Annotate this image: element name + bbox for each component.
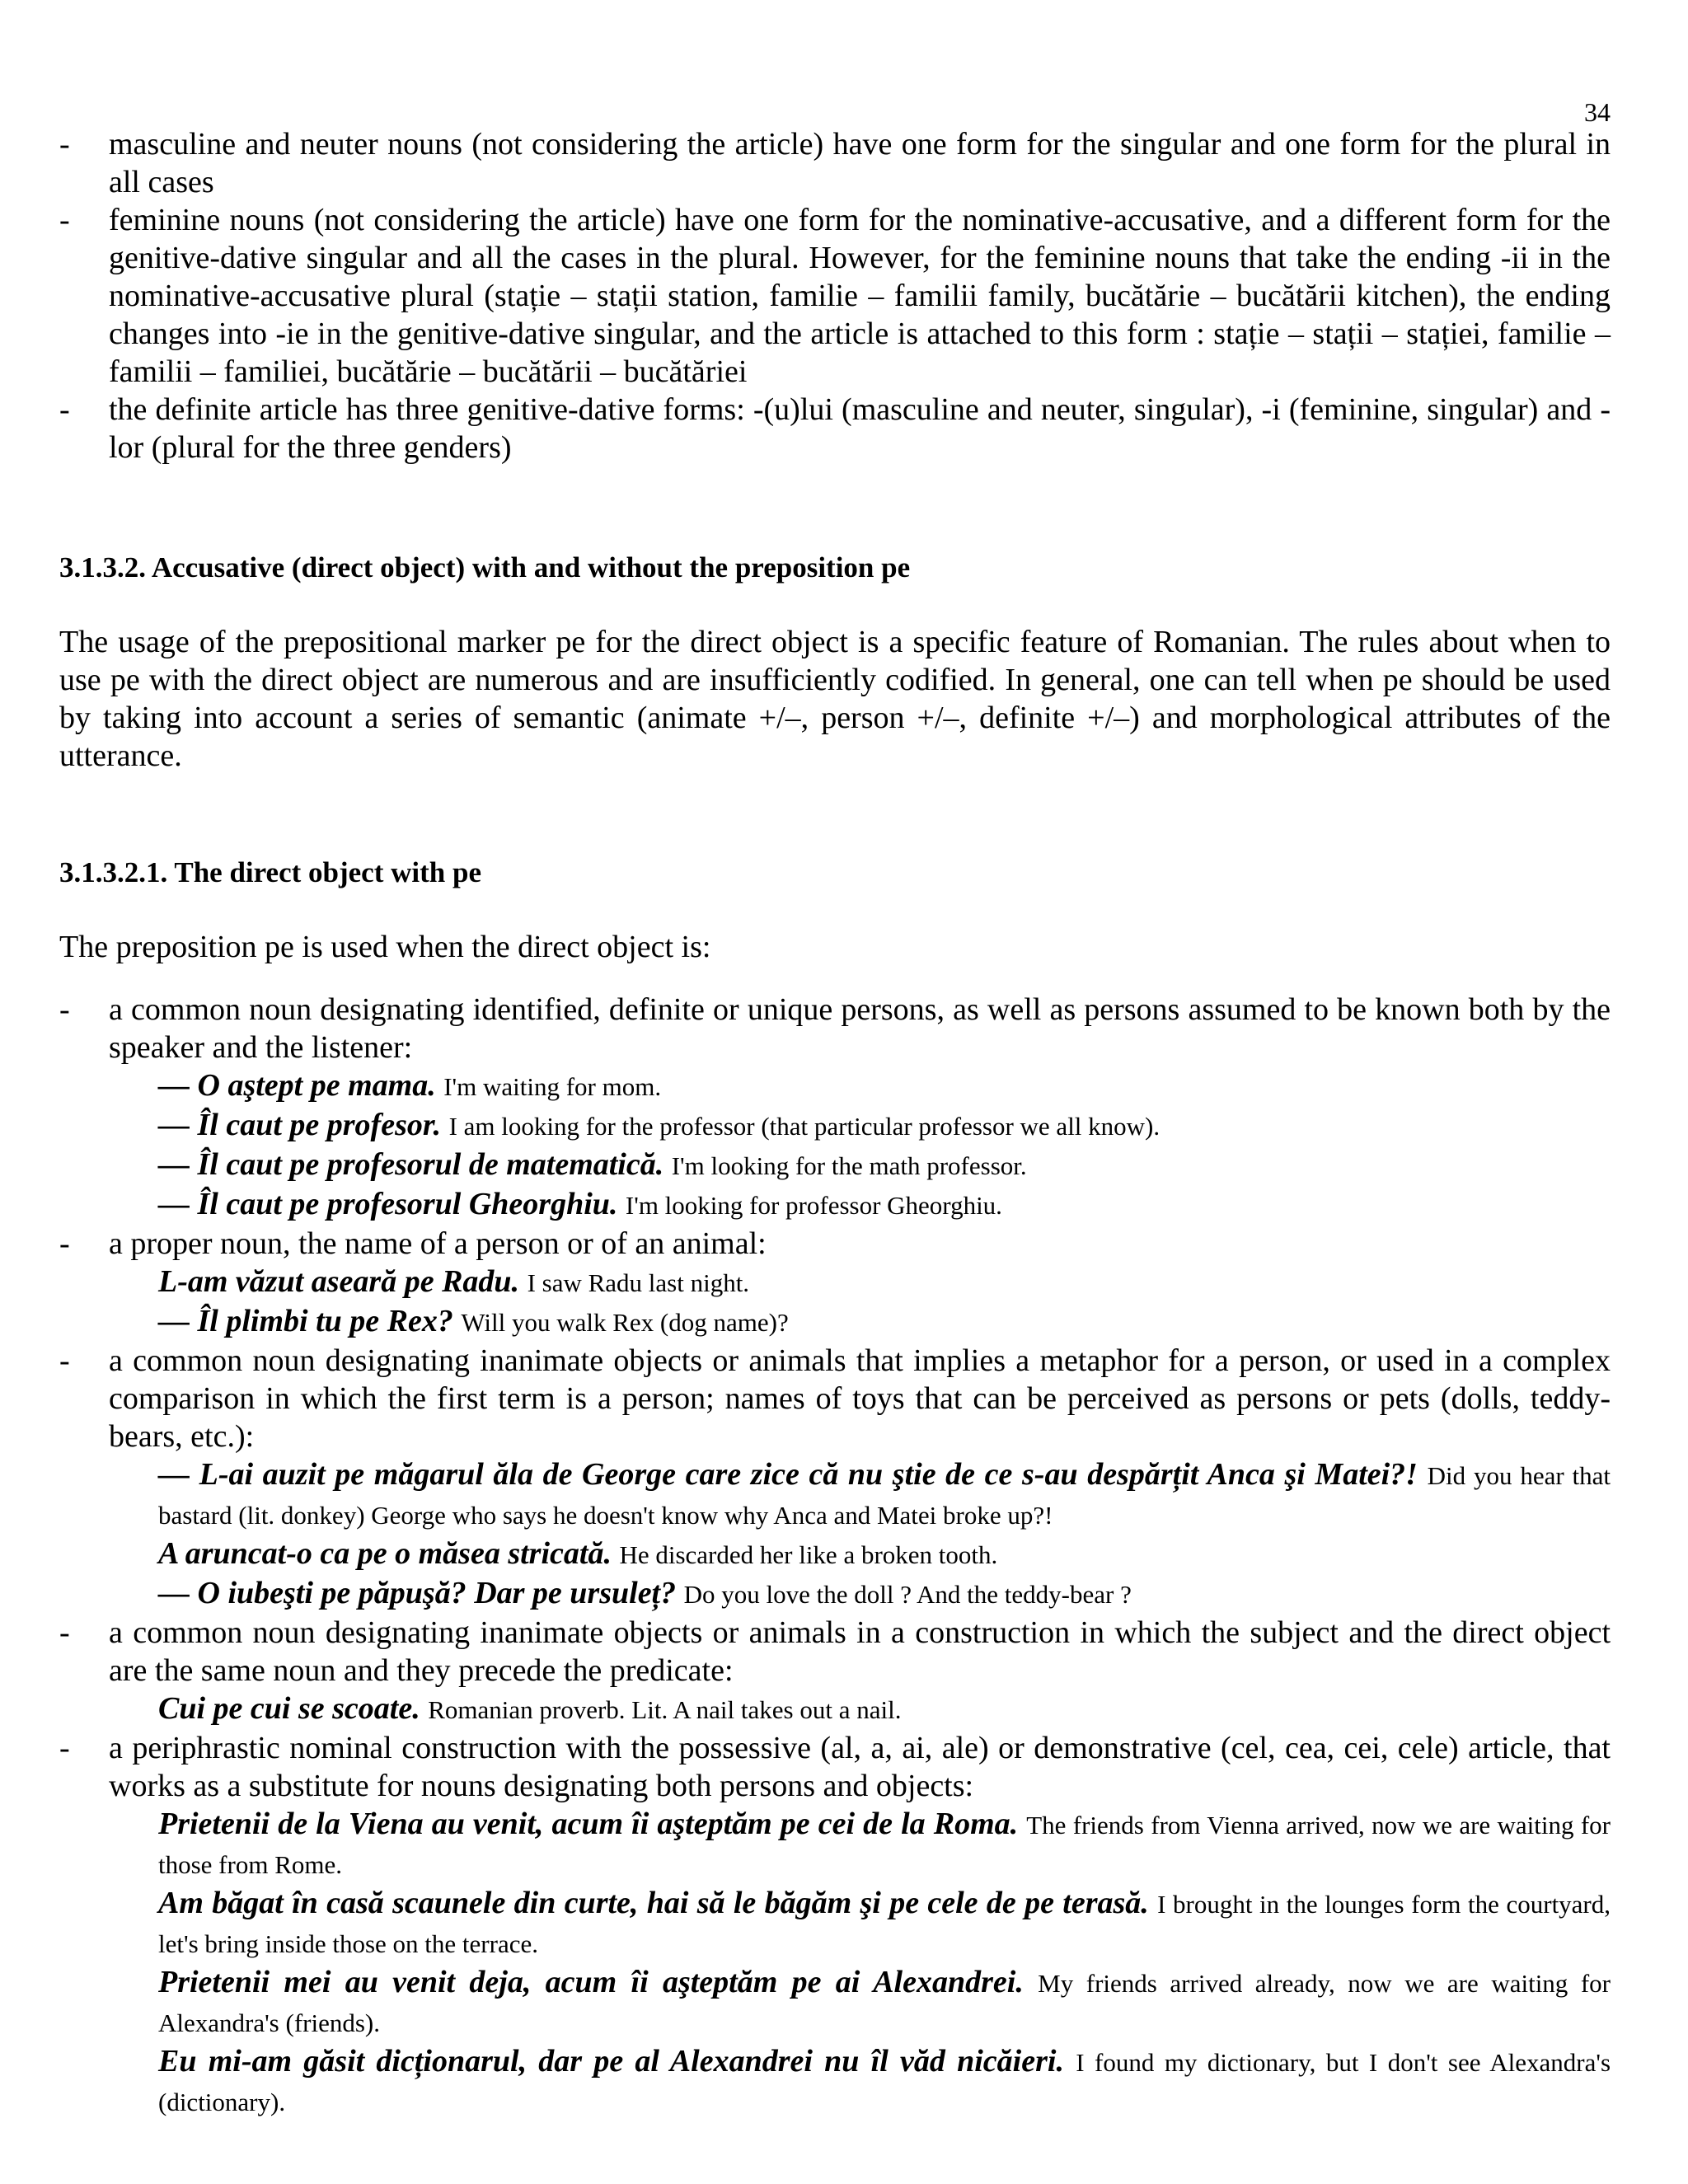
rule-text: a proper noun, the name of a person or of an animal:	[109, 1226, 767, 1261]
intro-bullet: - the definite article has three genitive-dative forms: -(u)lui (masculine and neuter, singular), -i (feminine, singular) and -lor (plural for the three genders)	[59, 392, 1611, 465]
example	[158, 1455, 1611, 1535]
example-english: The friends from Vienna arrived, now we are waiting for those from Rome.	[158, 1811, 1611, 1879]
intro-bullet: - feminine nouns (not considering the article) have one form for the nominative-accusative, and a different form for the genitive-dative singular and all the cases in the plural. However, for the feminine nouns that take the ending -ii in the nominative-accusative plural (stație – stații station, familie – familii family, bucătărie – bucătării kitchen), the ending changes into -ie in the genitive-dative singular, and the article is attached to this form : stație – stații – stației, familie – familii – familiei, bucătărie – bucătării – bucătăriei	[59, 203, 1611, 389]
intro-paragraph: The preposition pe is used when the direct object is:	[59, 930, 711, 964]
example-english: Romanian proverb. Lit. A nail takes out a nail.	[428, 1695, 902, 1724]
example-romanian: — Îl plimbi tu pe Rex?	[158, 1304, 453, 1338]
example	[158, 1106, 1611, 1146]
example	[158, 2042, 1611, 2121]
example	[158, 1805, 1611, 1884]
intro-bullet-text: feminine nouns (not considering the article) have one form for the nominative-accusative, and a different form for the genitive-dative singular and all the cases in the plural. However, for the feminine nouns that take the ending -ii in the nominative-accusative plural (stație – stații station, familie – familii family, bucătărie – bucătării kitchen), the ending changes into -ie in the genitive-dative singular, and the article is attached to this form : stație – stații – stației, familie – familii – familiei, bucătărie – bucătării – bucătăriei	[109, 203, 1611, 389]
example-english: He discarded her like a broken tooth.	[619, 1540, 998, 1569]
example	[158, 1690, 1611, 1729]
example	[158, 1535, 1611, 1574]
example-romanian: L-am văzut aseară pe Radu.	[158, 1264, 520, 1299]
example-romanian: — Îl caut pe profesorul Gheorghiu.	[158, 1187, 618, 1221]
example-english: Will you walk Rex (dog name)?	[461, 1308, 789, 1337]
rule-item: - a common noun designating inanimate objects or animals that implies a metaphor for a person, or used in a complex comparison in which the first term is a person; names of toys that can be perceived as persons or pets (dolls, teddy-bears, etc.):	[59, 1343, 1611, 1454]
example	[158, 1146, 1611, 1185]
page-number: 34	[1584, 97, 1611, 127]
example-romanian: Prietenii de la Viena au venit, acum îi aşteptăm pe cei de la Roma.	[158, 1807, 1019, 1841]
example-english: I'm waiting for mom.	[443, 1072, 662, 1101]
example-romanian: Cui pe cui se scoate.	[158, 1691, 420, 1726]
rule-text: a common noun designating identified, definite or unique persons, as well as persons assumed to be known both by the speaker and the listener:	[109, 992, 1611, 1065]
example	[158, 1574, 1611, 1614]
intro-bullet: - masculine and neuter nouns (not considering the article) have one form for the singular and one form for the plural in all cases	[59, 127, 1611, 199]
example-romanian: — O iubeşti pe păpuşă? Dar pe ursuleț?	[158, 1576, 677, 1610]
example-english: I found my dictionary, but I don't see Alexandra's (dictionary).	[158, 2048, 1611, 2116]
rule-item: - a common noun designating inanimate objects or animals in a construction in which the subject and the direct object are the same noun and they precede the predicate:	[59, 1615, 1611, 1688]
example-english: Do you love the doll ? And the teddy-bear ?	[683, 1580, 1132, 1609]
rule-item: - a periphrastic nominal construction with the possessive (al, a, ai, ale) or demonstrative (cel, cea, cei, cele) article, that works as a substitute for nouns designating both persons and objects:	[59, 1731, 1611, 1803]
example-english: I'm looking for professor Gheorghiu.	[625, 1191, 1002, 1220]
example	[158, 1066, 1611, 1106]
example-english: Did you hear that bastard (lit. donkey) George who says he doesn't know why Anca and Matei broke up?!	[158, 1461, 1611, 1530]
example	[158, 1185, 1611, 1225]
example-english: My friends arrived already, now we are waiting for Alexandra's (friends).	[158, 1969, 1611, 2037]
example-romanian: Am băgat în casă scaunele din curte, hai să le băgăm şi pe cele de pe terasă.	[158, 1886, 1149, 1920]
example-romanian: Prietenii mei au venit deja, acum îi aşteptăm pe ai Alexandrei.	[158, 1965, 1024, 1999]
intro-bullet-text: the definite article has three genitive-dative forms: -(u)lui (masculine and neuter, singular), -i (feminine, singular) and -lor (plural for the three genders)	[109, 392, 1611, 465]
example	[158, 1884, 1611, 1963]
rule-text: a common noun designating inanimate objects or animals in a construction in which the subject and the direct object are the same noun and they precede the predicate:	[109, 1615, 1611, 1688]
example-romanian: A aruncat-o ca pe o măsea stricată.	[158, 1536, 612, 1571]
rule-item: - a common noun designating identified, definite or unique persons, as well as persons assumed to be known both by the speaker and the listener:	[59, 992, 1611, 1065]
example-romanian: — Îl caut pe profesorul de matematică.	[158, 1147, 664, 1182]
example-english: I brought in the lounges form the courtyard, let's bring inside those on the terrace.	[158, 1890, 1611, 1958]
example-english: I'm looking for the math professor.	[671, 1151, 1027, 1180]
example-romanian: — Îl caut pe profesor.	[158, 1108, 442, 1142]
example	[158, 1302, 1611, 1342]
example-english: I am looking for the professor (that particular professor we all know).	[448, 1112, 1160, 1141]
example-romanian: — L-ai auzit pe măgarul ăla de George care zice că nu ştie de ce s-au despărțit Anca şi Matei?!	[158, 1457, 1418, 1492]
example	[158, 1963, 1611, 2042]
section-heading: 3.1.3.2. Accusative (direct object) with and without the preposition pe	[59, 551, 911, 583]
rule-text: a common noun designating inanimate objects or animals that implies a metaphor for a person, or used in a complex comparison in which the first term is a person; names of toys that can be perceived as persons or pets (dolls, teddy-bears, etc.):	[109, 1343, 1611, 1454]
example	[158, 1263, 1611, 1302]
intro-bullet-text: masculine and neuter nouns (not considering the article) have one form for the singular and one form for the plural in all cases	[109, 127, 1611, 199]
rule-item: - a proper noun, the name of a person or of an animal:	[59, 1225, 1611, 1263]
example-romanian: Eu mi-am găsit dicționarul, dar pe al Alexandrei nu îl văd nicăieri.	[158, 2044, 1064, 2079]
example-romanian: — O aştept pe mama.	[158, 1068, 436, 1103]
example-english: I saw Radu last night.	[527, 1268, 750, 1297]
subsection-heading: 3.1.3.2.1. The direct object with pe	[59, 856, 481, 888]
section-paragraph: The usage of the prepositional marker pe for the direct object is a specific feature of Romanian. The rules about when to use pe with the direct object are numerous and are insufficiently codified. In general, one can tell when pe should be used by taking into account a series of semantic (animate +/–, person +/–, definite +/–) and morphological attributes of the utterance.	[59, 625, 1611, 773]
document-body	[59, 125, 1611, 2121]
rule-text: a periphrastic nominal construction with the possessive (al, a, ai, ale) or demonstrative (cel, cea, cei, cele) article, that works as a substitute for nouns designating both persons and objects:	[109, 1731, 1611, 1803]
